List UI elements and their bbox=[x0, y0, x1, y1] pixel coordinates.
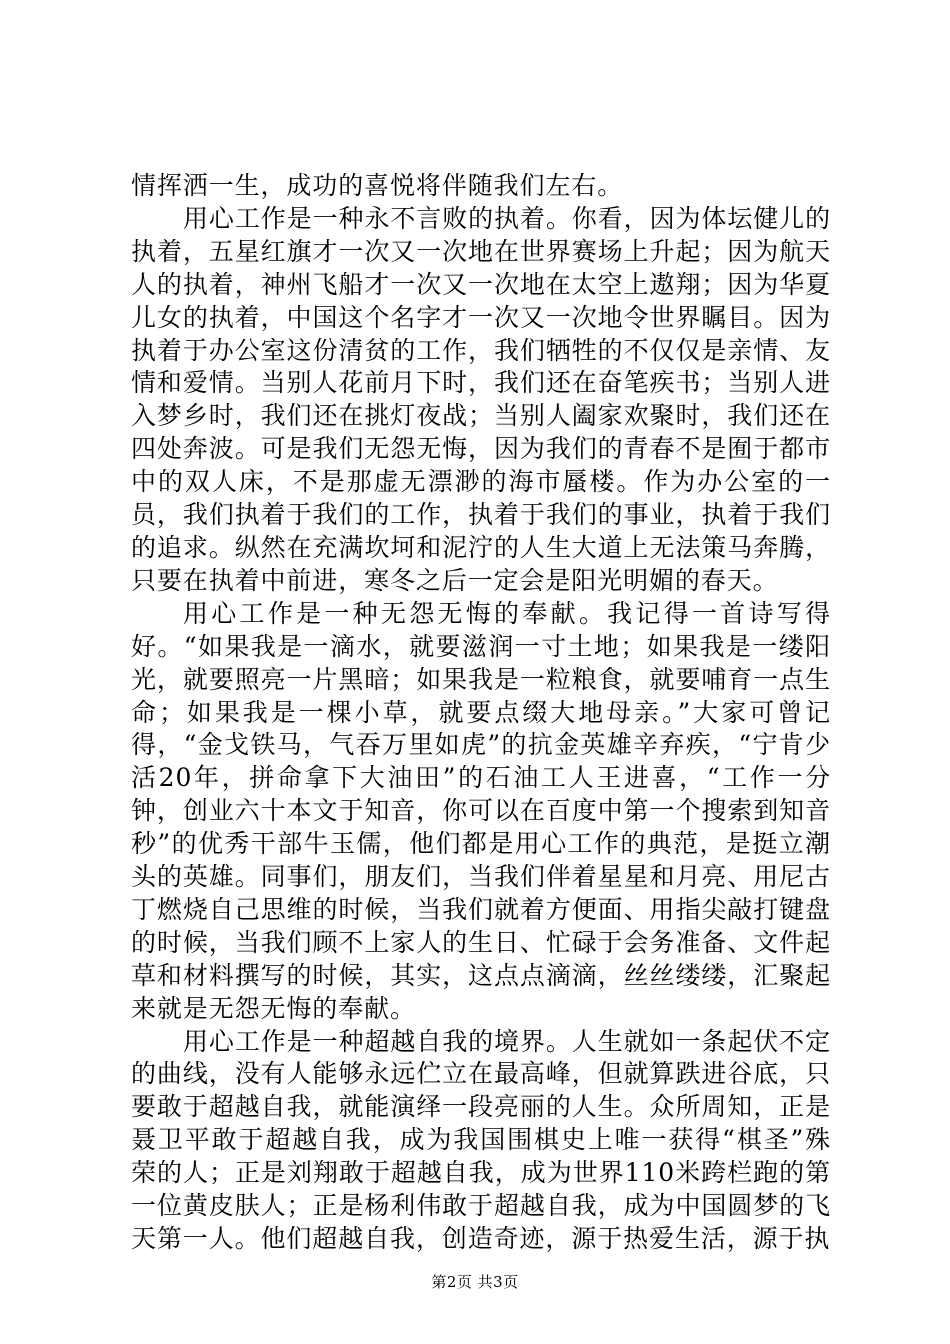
page-footer bbox=[0, 1272, 950, 1292]
paragraph-self-transcendence: 用心工作是一种超越自我的境界。人生就如一条起伏不定的曲线，没有人能够永远伫立在最高峰，但就算跌进谷底，只要敢于超越自我，就能演绎一段亮丽的人生。众所周知，正是聂卫平敢于超越自我，成为我国围棋史上唯一获得“棋圣”殊荣的人；正是刘翔敢于超越自我，成为世界110米跨栏跑的第一位黄皮肤人；正是杨利伟敢于超越自我，成为中国圆梦的飞天第一人。他们超越自我，创造奇迹，源于热爱生活，源于执 bbox=[131, 1026, 831, 1253]
page-number: 第2页 共3页 bbox=[431, 1273, 519, 1291]
body-text bbox=[131, 170, 831, 1256]
paragraph-dedication: 用心工作是一种无怨无悔的奉献。我记得一首诗写得好。“如果我是一滴水，就要滋润一寸土地；如果我是一缕阳光，就要照亮一片黑暗；如果我是一粒粮食，就要哺育一点生命；如果我是一棵小草，就要点缀大地母亲。”大家可曾记得，“金戈铁马，气吞万里如虎”的抗金英雄辛弃疾，“宁肯少活20年，拼命拿下大油田”的石油工人王进喜，“工作一分钟，创业六十本文于知音，你可以在百度中第一个搜索到知音秒”的优秀干部牛玉儒，他们都是用心工作的典范，是挺立潮头的英雄。同事们，朋友们，当我们伴着星星和月亮、用尼古丁燃烧自己思维的时候，当我们就着方便面、用指尖敲打键盘的时候，当我们顾不上家人的生日、忙碌于会务准备、文件起草和材料撰写的时候，其实，这点点滴滴，丝丝缕缕，汇聚起来就是无怨无悔的奉献。 bbox=[131, 598, 831, 1023]
paragraph-continuation: 情挥洒一生，成功的喜悦将伴随我们左右。 bbox=[131, 171, 624, 200]
paragraph-perseverance: 用心工作是一种永不言败的执着。你看，因为体坛健儿的执着，五星红旗才一次又一次地在世界赛场上升起；因为航天人的执着，神州飞船才一次又一次地在太空上遨翔；因为华夏儿女的执着，中国这个名字才一次又一次地令世界瞩目。因为执着于办公室这份清贫的工作，我们牺牲的不仅仅是亲情、友情和爱情。当别人花前月下时，我们还在奋笔疾书；当别人进入梦乡时，我们还在挑灯夜战；当别人阖家欢聚时，我们还在四处奔波。可是我们无怨无悔，因为我们的青春不是囿于都市中的双人床，不是那虚无漂渺的海市蜃楼。作为办公室的一员，我们执着于我们的工作，执着于我们的事业，执着于我们的追求。纵然在充满坎坷和泥泞的人生大道上无法策马奔腾，只要在执着中前进，寒冬之后一定会是阳光明媚的春天。 bbox=[131, 203, 831, 595]
